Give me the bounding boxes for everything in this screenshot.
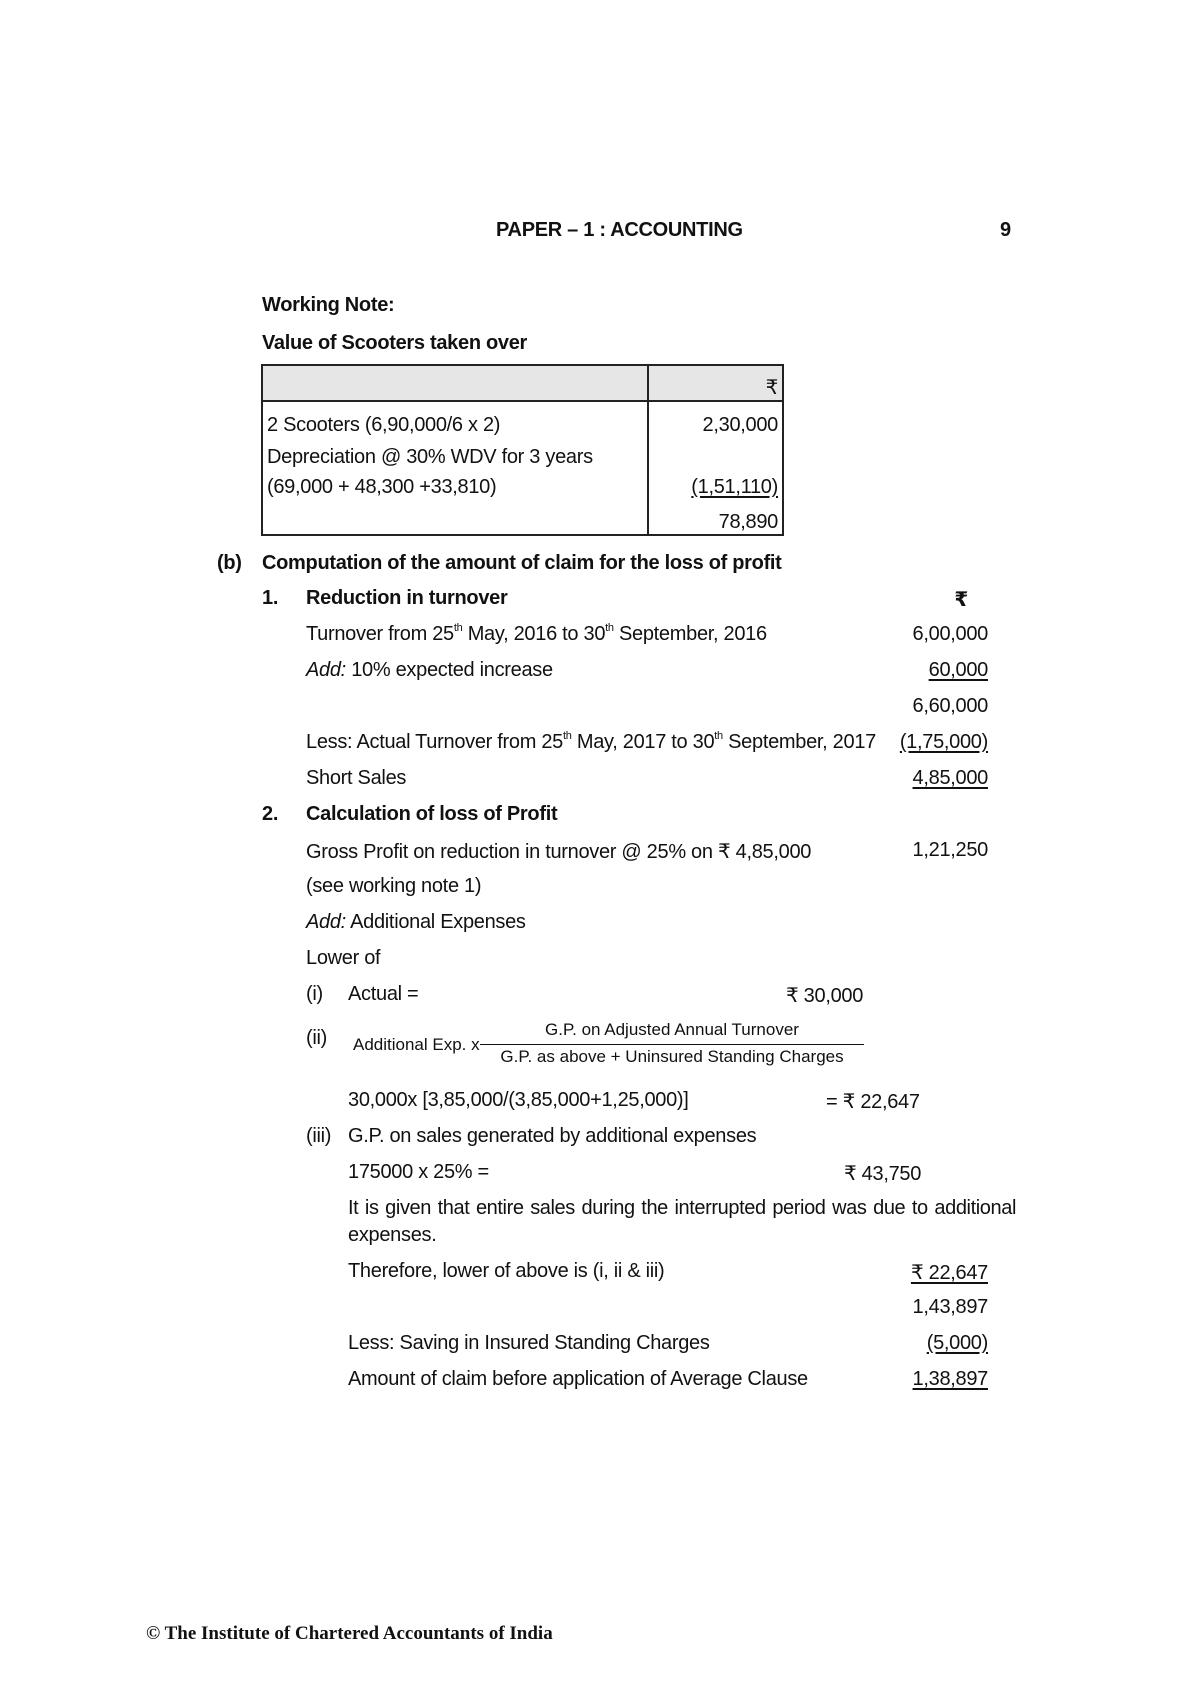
table-cell-amount: 78,890 [648,499,783,535]
working-note-subheading: Value of Scooters taken over [262,332,528,354]
add-prefix: Add: [306,659,346,681]
table-row [262,401,783,437]
add-increase-label [306,659,553,682]
turnover-value: 6,00,000 [912,623,988,645]
scooter-value-table [261,364,784,536]
lower-of-label: Lower of [306,947,381,969]
formula-numerator: G.P. on Adjusted Annual Turnover [545,1020,799,1039]
turnover-label: Turnover from 25th May, 2016 to 30th September, 2016 [306,622,767,645]
section-heading: Computation of the amount of claim for the loss of profit [262,552,782,574]
currency-header: ₹ [648,365,783,401]
option-ii-number: (ii) [306,1027,328,1049]
item-number: 1. [262,587,279,609]
gross-profit-label: Gross Profit on reduction in turnover @ 25% on ₹ 4,85,000 [306,841,812,863]
table-cell-desc: (69,000 + 48,300 +33,810) [262,469,648,499]
item-heading: Reduction in turnover [306,587,508,609]
increase-value: 60,000 [928,659,988,681]
ordinal-suffix: th [453,622,463,634]
note-line-1: It is given that entire sales during the interrupted period was due to additional [348,1197,1016,1219]
table-header-desc [262,365,648,401]
formula-denominator: G.P. as above + Uninsured Standing Charges [500,1047,844,1066]
table-cell-desc: Depreciation @ 30% WDV for 3 years [262,437,648,469]
add-expenses-label [306,911,526,934]
table-row [262,469,783,499]
page-title: PAPER – 1 : ACCOUNTING [496,219,743,241]
total-value: 1,43,897 [912,1296,988,1318]
less-actual-label: Less: Actual Turnover from 25th May, 2017 to 30th September, 2017 [306,730,876,753]
table-row [262,499,783,535]
subtotal-value: 6,60,000 [912,695,988,717]
therefore-value: ₹ 22,647 [910,1262,988,1284]
option-ii-value: = ₹ 22,647 [826,1091,920,1113]
short-sales-value: 4,85,000 [912,767,988,789]
less-saving-value: (5,000) [926,1332,988,1354]
table-row [262,437,783,469]
table-header-row [262,365,783,401]
less-saving-label: Less: Saving in Insured Standing Charges [348,1332,710,1354]
add-prefix: Add: [306,911,346,933]
table-cell-amount: 2,30,000 [648,401,783,437]
claim-label: Amount of claim before application of Average Clause [348,1368,808,1390]
option-iii-calc: 175000 x 25% = [348,1161,489,1183]
item-number: 2. [262,803,279,825]
copyright-footer: © The Institute of Chartered Accountants of India [146,1623,553,1644]
table-cell-amount: (1,51,110) [648,469,783,499]
table-cell-desc [262,499,648,535]
option-i-number: (i) [306,983,323,1005]
claim-value: 1,38,897 [912,1368,988,1390]
option-iii-number: (iii) [306,1125,332,1147]
section-label: (b) [217,552,242,574]
page-number: 9 [1000,219,1011,241]
currency-symbol: ₹ [954,589,968,611]
add-text: 10% expected increase [345,659,553,681]
ordinal-suffix: th [605,622,614,634]
option-ii-calc: 30,000x [3,85,000/(3,85,000+1,25,000)] [348,1089,689,1111]
formula-prefix: Additional Exp. x [353,1035,480,1054]
note-line-2: expenses. [348,1224,437,1246]
table-cell-amount [648,437,783,469]
option-iii-value: ₹ 43,750 [844,1163,922,1185]
ordinal-suffix: th [714,730,723,742]
ordinal-suffix: th [563,730,572,742]
option-i-value: ₹ 30,000 [786,985,864,1007]
item-heading: Calculation of loss of Profit [306,803,558,825]
less-actual-value: (1,75,000) [899,731,988,753]
see-working-note: (see working note 1) [306,875,482,897]
gross-profit-value: 1,21,250 [912,839,988,861]
working-note-heading: Working Note: [262,294,395,316]
fraction-bar [480,1044,864,1045]
option-i-label: Actual = [348,983,419,1005]
add-text: Additional Expenses [345,911,526,933]
table-cell-desc: 2 Scooters (6,90,000/6 x 2) [262,401,648,437]
therefore-label: Therefore, lower of above is (i, ii & iii) [348,1260,665,1282]
short-sales-label: Short Sales [306,767,407,789]
option-iii-label: G.P. on sales generated by additional expenses [348,1125,757,1147]
